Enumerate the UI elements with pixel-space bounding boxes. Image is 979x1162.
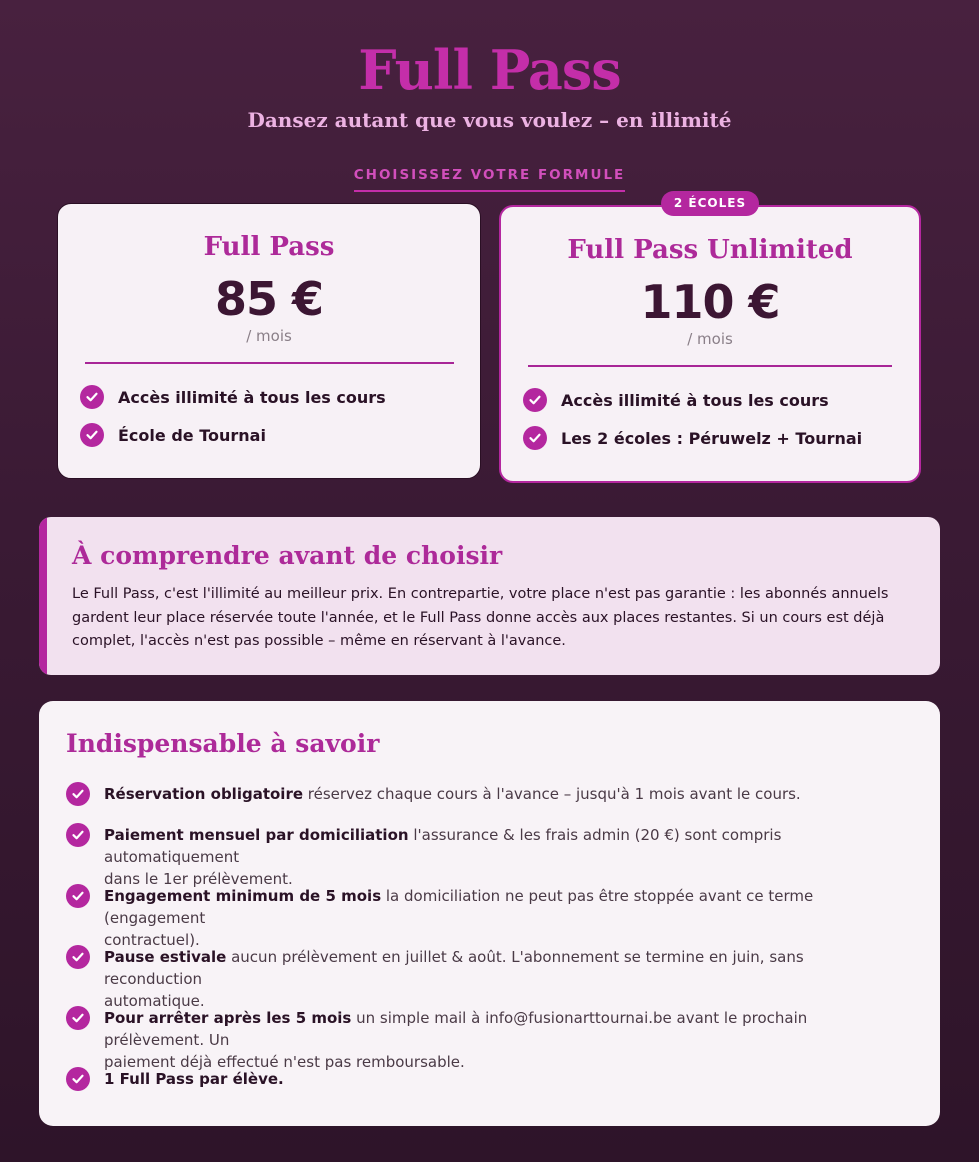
- info-callout: [39, 517, 940, 675]
- plan-feature-label: École de Tournai: [118, 425, 266, 445]
- plan-name: Full Pass Unlimited: [567, 235, 853, 265]
- rule-bold: Paiement mensuel par domiciliation: [104, 826, 409, 844]
- plan-feature-label: Accès illimité à tous les cours: [118, 387, 386, 407]
- check-circle-icon: [66, 1006, 90, 1030]
- page-title: Full Pass: [358, 38, 621, 102]
- check-circle-icon: [66, 782, 90, 806]
- check-circle-icon: [80, 423, 104, 447]
- rule-body-line2: dans le 1er prélèvement.: [104, 870, 293, 888]
- plan-feature-label: Accès illimité à tous les cours: [561, 390, 829, 410]
- info-accent-bar: [39, 517, 47, 675]
- plan-feature: [523, 426, 862, 450]
- choose-label: CHOISISSEZ VOTRE FORMULE: [354, 167, 626, 192]
- plan-card-full-pass[interactable]: [57, 203, 481, 479]
- check-circle-icon: [66, 1067, 90, 1091]
- rule-bold: Pause estivale: [104, 948, 227, 966]
- check-circle-icon: [66, 945, 90, 969]
- plan-feature: [80, 385, 386, 409]
- rule-text: [104, 946, 904, 1012]
- rule-bold: 1 Full Pass par élève.: [104, 1070, 284, 1088]
- rule-bold: Pour arrêter après les 5 mois: [104, 1009, 352, 1027]
- rule-bold: Engagement minimum de 5 mois: [104, 887, 382, 905]
- rule-body-line2: paiement déjà effectué n'est pas remboursable.: [104, 1053, 465, 1071]
- info-text: [72, 583, 912, 654]
- info-line: Le Full Pass, c'est l'illimité au meilleur prix. En contrepartie, votre place n'est pas garantie : les abonnés annuels: [72, 586, 889, 602]
- rule-text: [104, 1007, 904, 1073]
- plan-badge: 2 ÉCOLES: [661, 191, 759, 216]
- check-circle-icon: [66, 884, 90, 908]
- plan-feature: [80, 423, 266, 447]
- info-line: gardent leur place réservée toute l'année, et le Full Pass donne accès aux places restantes. Si un cours est déjà: [72, 609, 885, 626]
- info-title: À comprendre avant de choisir: [72, 541, 503, 570]
- rule-body: l'assurance & les frais admin (20 €) sont compris automatiquement: [104, 826, 782, 866]
- plan-card-full-pass-unlimited[interactable]: [499, 205, 921, 483]
- plan-divider: [528, 365, 892, 367]
- plan-feature-label: Les 2 écoles : Péruwelz + Tournai: [561, 428, 863, 448]
- plan-period: / mois: [687, 330, 733, 348]
- info-line: complet, l'accès n'est pas possible – même en réservant à l'avance.: [72, 633, 566, 649]
- check-circle-icon: [523, 388, 547, 412]
- rule-bold: Réservation obligatoire: [104, 785, 304, 803]
- page-subtitle: Dansez autant que vous voulez – en illimité: [247, 108, 732, 132]
- must-know-title: Indispensable à savoir: [66, 729, 380, 758]
- rule-body: un simple mail à info@fusionarttournai.be avant le prochain prélèvement. Un: [104, 1009, 808, 1049]
- check-circle-icon: [66, 823, 90, 847]
- rule-body: aucun prélèvement en juillet & août. L'abonnement se termine en juin, sans reconduction: [104, 948, 804, 988]
- choose-heading: [0, 164, 979, 192]
- must-know-card: [39, 701, 940, 1126]
- rule-text: [104, 885, 904, 951]
- rule-text: [104, 1068, 904, 1090]
- rule-body: réservez chaque cours à l'avance – jusqu'à 1 mois avant le cours.: [303, 785, 801, 803]
- plan-price: 110 €: [640, 275, 780, 329]
- rule-body-line2: contractuel).: [104, 931, 200, 949]
- check-circle-icon: [523, 426, 547, 450]
- plan-divider: [85, 362, 454, 364]
- plan-feature: [523, 388, 829, 412]
- plan-period: / mois: [246, 327, 292, 345]
- rule-text: [104, 824, 904, 890]
- rule-text: [104, 783, 904, 805]
- rule-body-line2: automatique.: [104, 992, 205, 1010]
- rule-body: la domiciliation ne peut pas être stoppée avant ce terme (engagement: [104, 887, 814, 927]
- plan-price: 85 €: [214, 272, 324, 326]
- plan-name: Full Pass: [203, 232, 335, 262]
- check-circle-icon: [80, 385, 104, 409]
